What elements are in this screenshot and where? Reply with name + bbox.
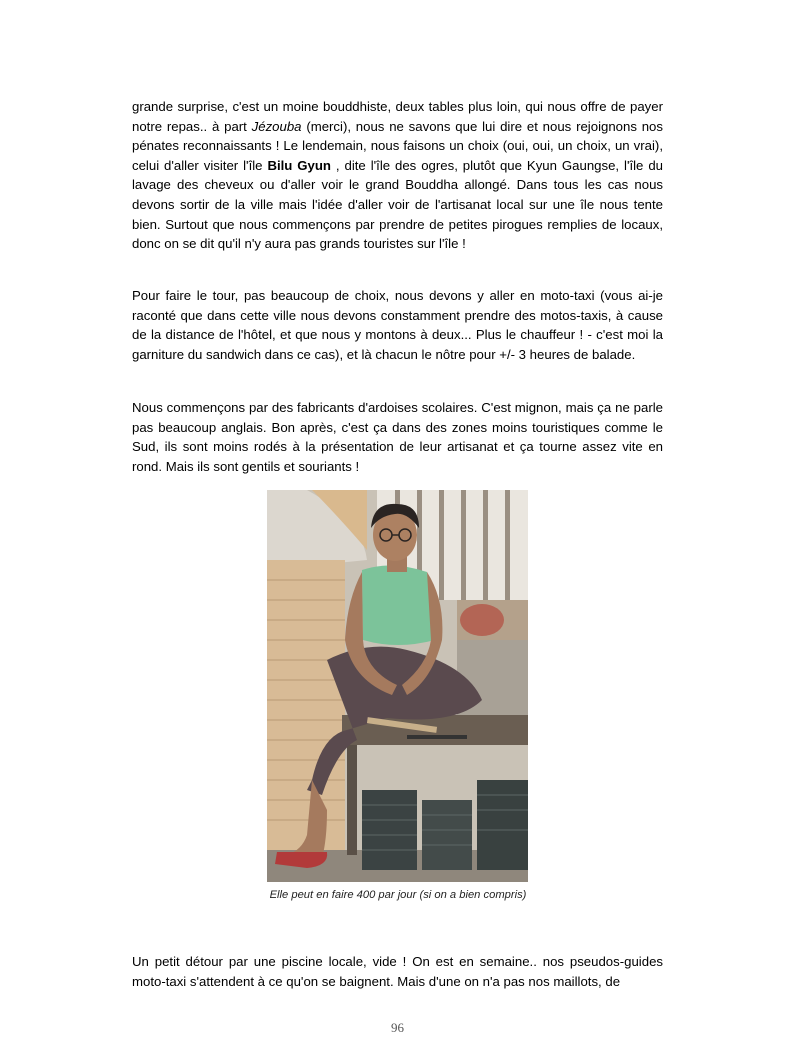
page-number: 96	[391, 1020, 404, 1035]
paragraph-1-text-c: (merci), nous ne savons que lui dire et nous rejoignons nos pénates reconnaissants ! Le lendemain, nous faisons un choix (oui, oui, un choix, un vrai), celui d'aller visiter l'île	[132, 118, 663, 173]
paragraph-1-text-e: , dite l'île des ogres, plutôt que Kyun Gaungse, l'île du lavage des cheveux ou d'aller voir le grand Bouddha allongé. Dans tous les cas nous devons sortir de la ville mais l'idée d'aller voir de l'artisanat local sur une île nous tente bien. Surtout que nous commençons par prendre de petites pirogues remplies de locaux, donc on se dit qu'il n'y aura pas grands touristes sur l'île !	[132, 157, 663, 252]
paragraph-3: Nous commençons par des fabricants d'ardoises scolaires. C'est mignon, mais ça ne parle pas beaucoup anglais. Bon après, c'est ça dans des zones moins touristiques comme le Sud, ils sont moins rodés à la présentation de leur artisanat et ça tourne assez vite en rond. Mais ils sont gentils et souriants !	[132, 400, 663, 474]
paragraph-4: Un petit détour par une piscine locale, vide ! On est en semaine.. nos pseudos-guides moto-taxi s'attendent à ce qu'on se baignent. Mais d'une on n'a pas nos maillots, de	[132, 954, 663, 989]
photo-woman-slate-maker	[267, 490, 528, 882]
photo-illustration	[267, 490, 528, 882]
paragraph-1-bold-island: Bilu Gyun	[267, 157, 331, 173]
paragraph-1-italic-word: Jézouba	[251, 118, 302, 134]
paragraph-2: Pour faire le tour, pas beaucoup de choix, nous devons y aller en moto-taxi (vous ai-je raconté que dans cette ville nous devons constamment prendre des motos-taxis, à cause de la distance de l'hôtel, et que nous y montons à deux... Plus le chauffeur ! - c'est moi la garniture du sandwich dans ce cas), et là chacun le nôtre pour +/- 3 heures de balade.	[132, 288, 663, 362]
paragraph-1	[132, 97, 663, 254]
paragraph-1-text-a: grande surprise, c'est un moine bouddhiste, deux tables plus loin, qui nous offre de payer notre repas.. à part	[132, 99, 663, 134]
figure-caption: Elle peut en faire 400 par jour (si on a bien compris)	[269, 889, 527, 901]
